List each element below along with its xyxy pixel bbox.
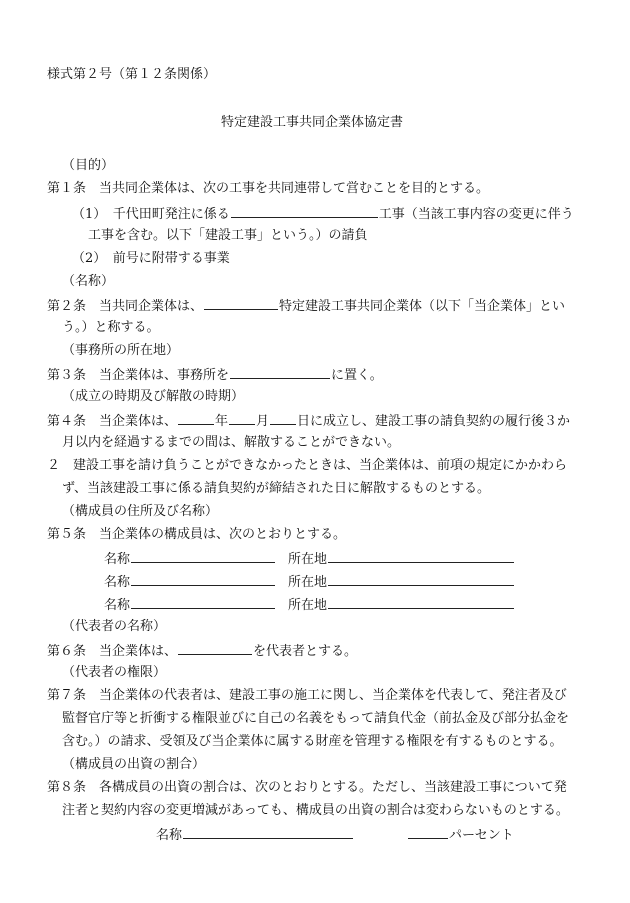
article7-heading: （代表者の権限） [62, 665, 167, 680]
member-name-blank[interactable] [131, 549, 275, 563]
article3-post: に置く。 [331, 368, 383, 383]
member-address-label: 所在地 [288, 598, 328, 613]
member-name-label: 名称 [104, 598, 131, 613]
member-name-blank[interactable] [131, 595, 275, 609]
article5-text: 第５条 当企業体の構成員は、次のとおりとする。 [47, 527, 347, 542]
article7-line2: 監督官庁等と折衝する権限並びに自己の名義をもって請負代金（前払金及び部分払金を [62, 711, 570, 726]
month-label: 月 [256, 414, 270, 429]
article3-heading: （事務所の所在地） [62, 343, 180, 358]
work-name-blank[interactable] [231, 204, 378, 218]
article2-text [47, 296, 565, 316]
article4-para2: ２ 建設工事を請け負うことができなかったときは、当企業体は、前項の規定にかかわら [47, 458, 568, 473]
article3-pre: 第３条 当企業体は、事務所を [47, 368, 230, 383]
article6-heading: （代表者の名称） [62, 619, 167, 634]
article2-post: 特定建設工事共同企業体（以下「当企業体」とい [279, 299, 566, 314]
article4-pre: 第４条 当企業体は、 [47, 414, 178, 429]
article7-line1: 第７条 当企業体の代表者は、建設工事の施工に関し、当企業体を代表して、発注者及び [47, 688, 567, 703]
article8-line2: 注者と契約内容の変更増減があっても、構成員の出資の割合は変わらないものとする。 [62, 803, 569, 818]
contribution-name-blank[interactable] [183, 825, 353, 839]
article1-text: 第１条 当共同企業体は、次の工事を共同連帯して営むことを目的とする。 [47, 181, 490, 196]
article4-text [47, 411, 570, 431]
member-row [104, 549, 515, 569]
article8-line1: 第８条 各構成員の出資の割合は、次のとおりとする。ただし、当該建設工事について発 [47, 780, 567, 795]
representative-blank[interactable] [178, 641, 252, 655]
form-number: 様式第２号（第１２条関係） [47, 67, 217, 82]
member-address-blank[interactable] [328, 595, 514, 609]
year-blank[interactable] [178, 411, 214, 425]
office-address-blank[interactable] [230, 365, 330, 379]
article8-heading: （構成員の出資の割合） [62, 757, 206, 772]
article6-post: を代表者とする。 [253, 644, 358, 659]
article4-para2-cont: ず、当該建設工事に係る請負契約が締結された日に解散するものとする。 [62, 481, 490, 496]
article1-item1 [72, 204, 574, 224]
jv-name-blank[interactable] [204, 296, 278, 310]
member-address-blank[interactable] [328, 549, 514, 563]
member-name-label: 名称 [104, 552, 131, 567]
month-blank[interactable] [229, 411, 255, 425]
article4-heading: （成立の時期及び解散の時期） [62, 389, 245, 404]
year-label: 年 [215, 414, 229, 429]
document-title: 特定建設工事共同企業体協定書 [221, 115, 404, 130]
contribution-name-label: 名称 [156, 828, 183, 843]
member-row [104, 572, 515, 592]
article2-heading: （名称） [62, 274, 115, 289]
member-name-label: 名称 [104, 575, 131, 590]
article2-cont: う。）と称する。 [62, 320, 160, 335]
article5-heading: （構成員の住所及び名称） [62, 504, 219, 519]
item1-pre: （1） 千代田町発注に係る [72, 207, 230, 222]
member-address-label: 所在地 [288, 575, 328, 590]
contribution-row [156, 825, 514, 845]
member-row [104, 595, 515, 615]
article6-text [47, 641, 357, 661]
article4-cont: 月以内を経過するまでの間は、解散することができない。 [62, 435, 401, 450]
article1-item1-cont: 工事を含む。以下「建設工事」という。）の請負 [88, 228, 368, 243]
article3-text [47, 365, 383, 385]
member-name-blank[interactable] [131, 572, 275, 586]
item1-post: 工事（当該工事内容の変更に伴う [378, 207, 574, 222]
article1-item2: （2） 前号に附帯する事業 [72, 251, 230, 266]
article4-post: 日に成立し、建設工事の請負契約の履行後３か [297, 414, 571, 429]
article6-pre: 第６条 当企業体は、 [47, 644, 178, 659]
member-address-label: 所在地 [288, 552, 328, 567]
percent-blank[interactable] [408, 825, 448, 839]
article2-pre: 第２条 当共同企業体は、 [47, 299, 204, 314]
member-address-blank[interactable] [328, 572, 514, 586]
percent-label: パーセント [449, 828, 514, 843]
article1-heading: （目的） [62, 158, 115, 173]
article7-line3: 含む。）の請求、受領及び当企業体に属する財産を管理する権限を有するものとする。 [62, 734, 563, 749]
day-blank[interactable] [270, 411, 296, 425]
